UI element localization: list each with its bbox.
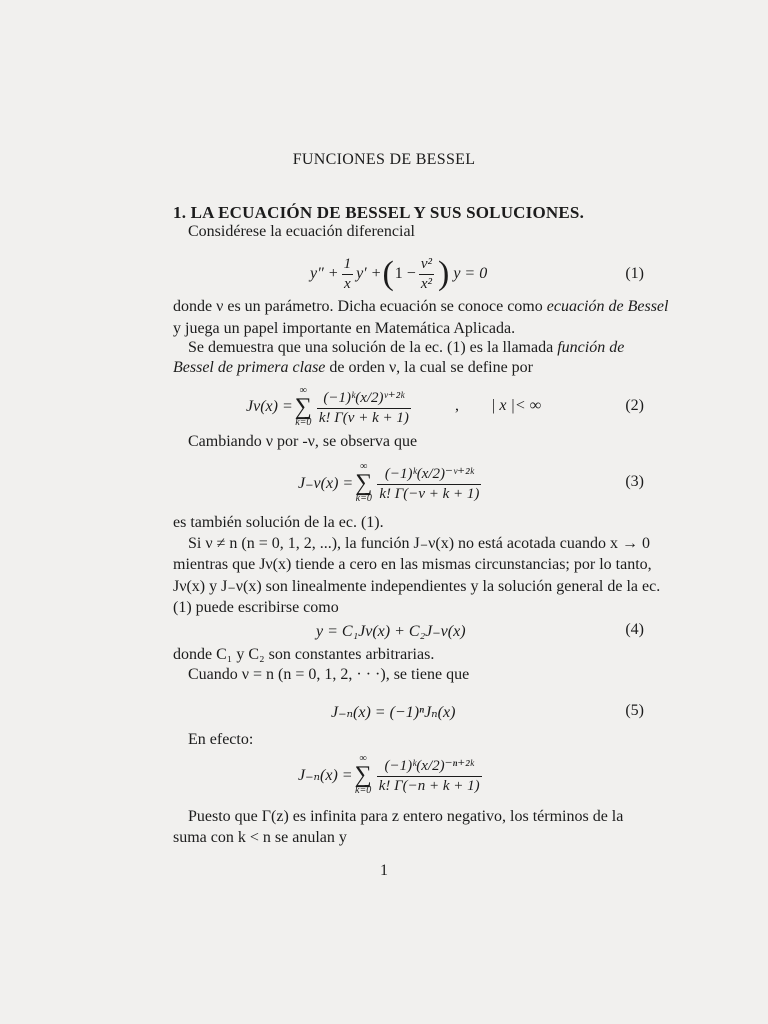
equation-3-number: (3) (625, 473, 644, 490)
equation-4: y = C₁Jν(x) + C₂J₋ν(x) (316, 623, 466, 640)
eq1-left-paren: ( (382, 255, 394, 292)
equation-2 (246, 384, 414, 430)
para4-line4: Jν(x) y J₋ν(x) son linealmente independientes y la solución general de la ec. (173, 578, 661, 595)
eq1-mid: y′ + (356, 265, 382, 282)
para1-line2: y juega un papel importante en Matemática Aplicada. (173, 320, 516, 337)
equation-6 (298, 752, 485, 798)
para7-line1: Puesto que Γ(z) es infinita para z entero negativo, los términos de la (188, 808, 624, 825)
eq2-separator: , (455, 397, 459, 414)
eq1-frac2: $\frac{\text{ν²}}{\text{x²}}$ (420, 255, 432, 292)
eq3-lhs: J₋ν(x) = (298, 475, 354, 492)
eq1-frac1: $\frac{1}{x}$ (343, 255, 352, 292)
intro-text: Considérese la ecuación diferencial (188, 223, 415, 240)
para6: En efecto: (188, 731, 254, 748)
eq2-summation: ∞ ∑ k=0 (294, 385, 312, 428)
para4-line1: es también solución de la ec. (1). (173, 514, 384, 531)
para7-line2: suma con k < n se anulan y (173, 829, 347, 846)
eq3-fraction: $\frac{\text{(−1)ᵏ(x/2)⁻ᵛ⁺²ᵏ}}{k! \Gamma(-\nu + k + 1)}$ (379, 465, 480, 502)
eq6-summation: ∞ ∑ k=0 (354, 753, 372, 796)
equation-5-number: (5) (625, 702, 644, 719)
eq6-lhs: J₋ₙ(x) = (298, 767, 353, 784)
equation-1-number: (1) (625, 265, 644, 282)
eq2-lhs: Jν(x) = (246, 398, 293, 415)
para4-line5: (1) puede escribirse como (173, 599, 339, 616)
eq3-summation: ∞ ∑ k=0 (355, 461, 373, 504)
eq1-right-paren: ) (437, 255, 450, 292)
document-title: FUNCIONES DE BESSEL (292, 151, 476, 168)
para2-line2: Bessel de primera clase de orden ν, la cual se define por (173, 359, 533, 376)
para4-line3: mientras que Jν(x) tiende a cero en las mismas circunstancias; por lo tanto, (173, 556, 652, 573)
equation-5: J₋ₙ(x) = (−1)ⁿJₙ(x) (331, 704, 456, 721)
eq1-rhs: y = 0 (453, 265, 488, 282)
page-number: 1 (380, 862, 388, 879)
equation-1 (310, 252, 487, 296)
equation-3 (298, 460, 484, 506)
para4-line2: Si ν ≠ n (n = 0, 1, 2, ...), la función J₋ν(x) no está acotada cuando x → 0 (188, 535, 650, 552)
para2-line1: Se demuestra que una solución de la ec. (1) es la llamada función de (188, 339, 625, 356)
equation-4-number: (4) (625, 621, 644, 638)
para5-line2: Cuando ν = n (n = 0, 1, 2, · · ·), se tiene que (188, 666, 470, 683)
eq1-lhs: y″ + (310, 265, 339, 282)
eq2-condition: | x |< ∞ (491, 397, 542, 414)
equation-2-number: (2) (625, 397, 644, 414)
para3: Cambiando ν por -ν, se observa que (188, 433, 418, 450)
para5-line1: donde C₁ y C₂ son constantes arbitrarias. (173, 646, 435, 663)
eq1-one-minus: 1 − (394, 265, 416, 282)
eq2-fraction: $\frac{\text{(−1)ᵏ(x/2)ᵛ⁺²ᵏ}}{k! \Gamma(\nu + k + 1)}$ (318, 389, 409, 426)
section-heading: 1. LA ECUACIÓN DE BESSEL Y SUS SOLUCIONES. (173, 203, 585, 222)
para1-line1: donde ν es un parámetro. Dicha ecuación se conoce como ecuación de Bessel (173, 298, 669, 315)
eq6-fraction: $\frac{\text{(−1)ᵏ(x/2)⁻ⁿ⁺²ᵏ}}{k! \Gamma(-n + k + 1)}$ (378, 757, 480, 794)
